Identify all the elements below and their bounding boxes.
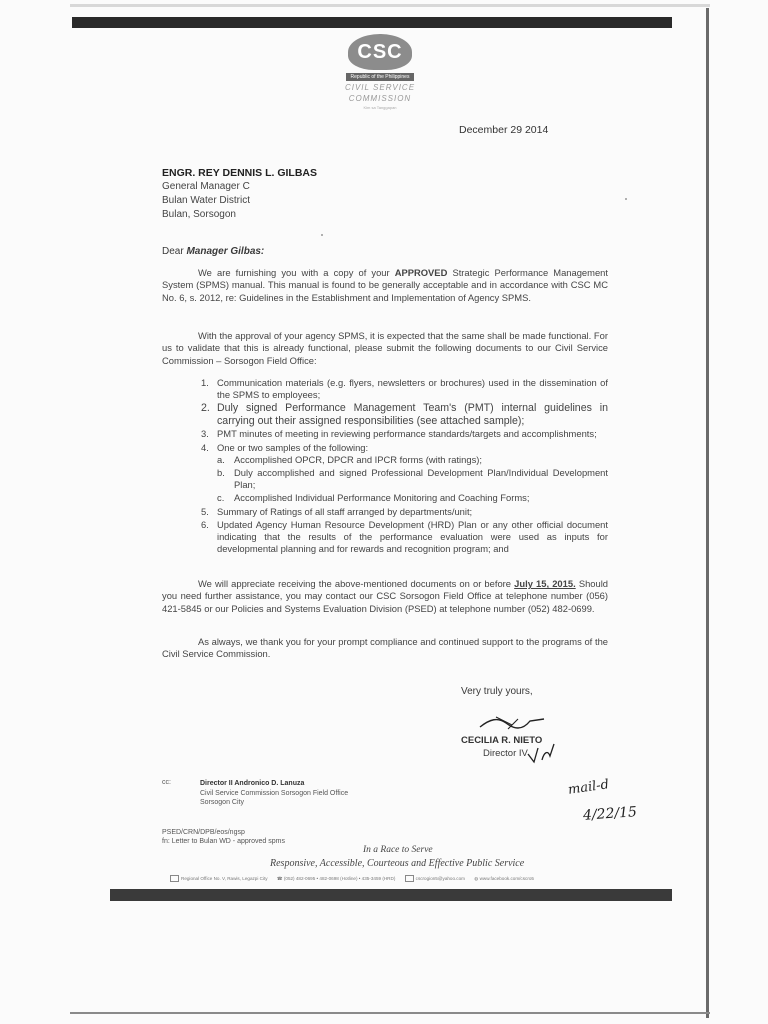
list-number: 6. xyxy=(201,518,209,530)
complimentary-close: Very truly yours, xyxy=(461,686,533,697)
list-item-text: Updated Agency Human Resource Development (HRD) Plan or any other official document indicating that the results of the performance evaluation were used as inputs for developmental planning and for rewards and recognition program; and xyxy=(217,518,608,555)
list-item-text: Summary of Ratings of all staff arranged by departments/unit; xyxy=(217,505,473,517)
footer-motto: In a Race to Serve xyxy=(363,845,433,855)
logo-name-line2: COMMISSION xyxy=(348,94,412,103)
p3-text-a: We will appreciate receiving the above-mentioned documents on or before xyxy=(198,578,512,589)
list-item-text: PMT minutes of meeting in reviewing performance standards/targets and accomplishments; xyxy=(217,428,597,440)
cc-block xyxy=(200,779,348,808)
phone-icon: ☎ xyxy=(276,875,283,881)
footer-address-text: Regional Office No. V, Rawis, Legazpi City xyxy=(181,875,268,881)
page-bottom-edge xyxy=(70,1012,710,1014)
cc-name: Director II Andronico D. Lanuza xyxy=(200,780,305,787)
salutation xyxy=(162,246,264,257)
paragraph-deadline xyxy=(162,578,608,615)
sub-list-text: Accomplished Individual Performance Monitoring and Coaching Forms; xyxy=(234,492,530,504)
recipient-org: Bulan Water District xyxy=(162,195,250,206)
list-number: 5. xyxy=(201,505,209,517)
list-item xyxy=(201,519,608,556)
signature-scribble xyxy=(478,713,548,735)
footer-email xyxy=(405,876,465,881)
footer-web xyxy=(474,876,534,881)
csc-logo xyxy=(340,30,420,120)
handwritten-date: 4/22/15 xyxy=(582,804,638,824)
requirements-list xyxy=(201,377,608,556)
sub-list-item xyxy=(217,492,608,504)
footer-phone-text: (052) 482-0695 • 482-0698 (Hotline) • 435-3459 (HRD) xyxy=(283,875,396,881)
p2-text: With the approval of your agency SPMS, it is expected that the same shall be made functional. For us to validate that this is already functional, please submit the following documents to our Civil Service Commission – Sorsogon Field Office: xyxy=(162,330,608,366)
list-item xyxy=(201,442,608,505)
list-number: 1. xyxy=(201,377,209,388)
scan-speck xyxy=(625,198,627,200)
footer-contacts xyxy=(170,875,542,882)
list-item-text: One or two samples of the following: xyxy=(217,441,369,453)
signer-name: CECILIA R. NIETO xyxy=(461,735,543,746)
sub-list-text: Accomplished OPCR, DPCR and IPCR forms (with ratings); xyxy=(234,453,482,465)
scan-speck xyxy=(321,234,323,236)
p3-text-b: Should you need further assistance, you may contact our CSC Sorsogon Field Office at telephone number (056) 421-5845 or our Policies and Systems Evaluation Division (PSED) at telephone number (052) 482-0699. xyxy=(162,578,609,614)
footer-web-text: www.facebook.com/cscro5 xyxy=(479,875,534,881)
list-item-text: Duly signed Performance Management Team's (PMT) internal guidelines in carrying out their assigned responsibilities (see attached sample); xyxy=(217,402,608,427)
list-number: 3. xyxy=(201,428,209,440)
recipient-place: Bulan, Sorsogon xyxy=(162,209,236,220)
salutation-name: Manager Gilbas: xyxy=(186,246,265,257)
approved-label: APPROVED xyxy=(394,267,448,278)
paragraph-request xyxy=(162,330,608,367)
footer-address xyxy=(170,876,268,881)
reference-initials: PSED/CRN/DPB/eos/ngsp xyxy=(162,829,245,836)
p1-text-b: Strategic Performance Management System (SPMS) manual. This manual is found to be generally acceptable and in accordance with CSC MC No. 6, s. 2012, re: Guidelines in the Establishment and Implementation of Agency SPMS. xyxy=(162,267,608,303)
cc-office: Civil Service Commission Sorsogon Field Office xyxy=(200,789,349,797)
sub-list xyxy=(217,454,608,505)
globe-icon: ◍ xyxy=(474,875,479,881)
logo-tagline: Kim sa Tanggapan xyxy=(363,105,397,110)
cc-place: Sorsogon City xyxy=(200,799,244,806)
recipient-block xyxy=(162,166,317,222)
salutation-dear: Dear xyxy=(162,246,184,257)
footer-tagline: Responsive, Accessible, Courteous and Effective Public Service xyxy=(270,858,525,869)
signer-title: Director IV xyxy=(483,748,528,759)
list-number: 4. xyxy=(201,441,209,453)
handwritten-note: mail-d xyxy=(567,777,610,798)
recipient-title: General Manager C xyxy=(162,181,250,192)
scan-right-border xyxy=(706,8,709,1018)
reference-block xyxy=(162,829,285,846)
letterhead-top-bar xyxy=(72,17,672,28)
reference-file: fn: Letter to Bulan WD - approved spms xyxy=(162,837,285,845)
list-item xyxy=(201,402,608,427)
sub-list-text: Duly accomplished and signed Professional Development Plan/Individual Development Plan; xyxy=(234,467,608,491)
list-number: 2. xyxy=(201,402,210,415)
building-icon xyxy=(170,875,179,882)
mail-icon xyxy=(405,875,414,882)
deadline-date: July 15, 2015. xyxy=(514,578,576,589)
sub-list-item xyxy=(217,454,608,466)
letterhead-bottom-bar xyxy=(110,889,672,901)
page-top-edge xyxy=(70,4,710,7)
initials-scribble xyxy=(526,740,560,766)
paragraph-thanks xyxy=(162,636,608,661)
cc-label: cc: xyxy=(162,779,171,786)
list-item xyxy=(201,506,608,518)
list-item-text: Communication materials (e.g. flyers, newsletters or brochures) used in the dissemination of the SPMS to employees; xyxy=(217,377,608,401)
letter-date: December 29 2014 xyxy=(459,124,549,136)
list-item xyxy=(201,377,608,401)
sub-list-letter: a. xyxy=(217,453,225,465)
list-item xyxy=(201,428,608,440)
footer-phone xyxy=(277,876,396,881)
csc-emblem: CSC xyxy=(348,34,412,70)
sub-list-item xyxy=(217,467,608,491)
sub-list-letter: b. xyxy=(217,467,225,479)
logo-name-line1: CIVIL SERVICE xyxy=(344,83,416,92)
recipient-name: ENGR. REY DENNIS L. GILBAS xyxy=(162,167,317,179)
footer-email-text: cscrogion5@yahoo.com xyxy=(415,875,465,881)
logo-strip: Republic of the Philippines xyxy=(346,73,414,81)
p4-text: As always, we thank you for your prompt compliance and continued support to the programs of the Civil Service Commission. xyxy=(162,636,608,660)
paragraph-intro xyxy=(162,267,608,304)
p1-text-a: We are furnishing you with a copy of your xyxy=(198,267,390,278)
sub-list-letter: c. xyxy=(217,492,225,504)
